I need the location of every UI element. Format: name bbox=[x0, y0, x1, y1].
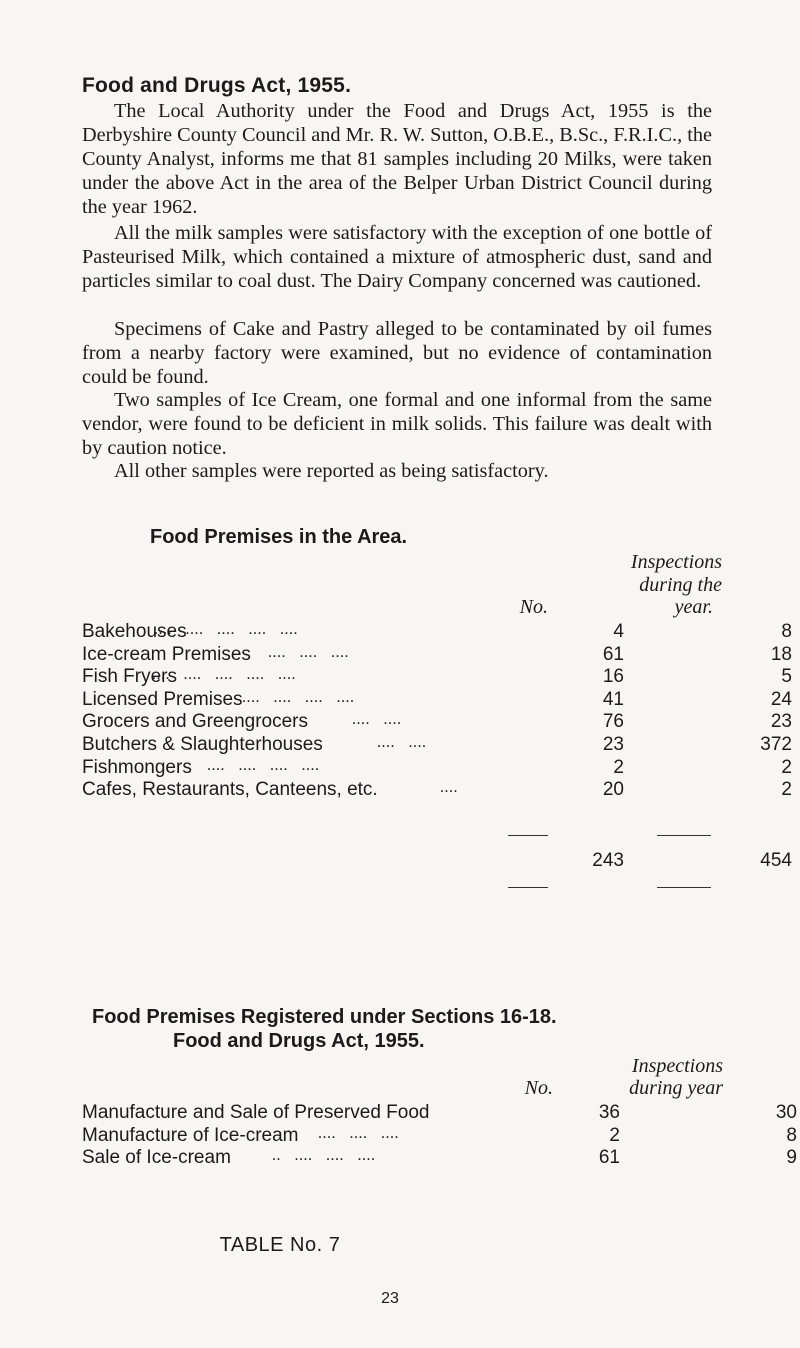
premises-total-inspections: 454 bbox=[760, 850, 792, 871]
row-count: 23 bbox=[602, 734, 624, 755]
paragraph-2: All the milk samples were satisfactory with the exception of one bottle of Pasteurised Milk, which contained a mixture of atmospheric dust, sand and particles similar to coal dust. The Dairy Company concerned was cautioned. bbox=[82, 222, 712, 292]
row-inspections: 9 bbox=[786, 1147, 797, 1169]
registered-no-header: No. bbox=[524, 1077, 553, 1099]
premises-total-rule-no bbox=[508, 887, 548, 888]
premises-no-header: No. bbox=[519, 596, 548, 618]
row-count: 2 bbox=[609, 1124, 620, 1146]
premises-inspections-header-line2: during the bbox=[639, 574, 722, 596]
row-label: Fish Fryers bbox=[82, 666, 177, 688]
row-inspections: 8 bbox=[786, 1124, 797, 1146]
paragraph-1: The Local Authority under the Food and Drugs Act, 1955 is the Derbyshire County Council and Mr. R. W. Sutton, O.B.E., B.Sc., F.R.I.C., the County Analyst, informs me that 81 samples including 20 Milks, were taken under the above Act in the area of the Belper Urban District Council during the year 1962. bbox=[82, 100, 712, 218]
premises-inspections-header-line3: year. bbox=[674, 596, 713, 618]
row-leader-dots: .... bbox=[440, 779, 458, 797]
premises-total-no: 243 bbox=[592, 850, 624, 871]
row-inspections: 2 bbox=[781, 756, 792, 778]
paragraph-3: Specimens of Cake and Pastry alleged to be contaminated by oil fumes from a nearby factory were examined, but no evidence of contamination could be found. bbox=[82, 318, 712, 388]
row-count: 61 bbox=[598, 1147, 620, 1169]
table-row bbox=[82, 621, 792, 643]
row-count: 16 bbox=[602, 666, 624, 688]
table-row bbox=[82, 688, 792, 711]
row-label: Bakehouses bbox=[82, 621, 187, 642]
row-count: 41 bbox=[602, 688, 624, 710]
row-inspections: 372 bbox=[760, 734, 792, 755]
table-row bbox=[82, 643, 792, 666]
row-leader-dots: .... .... bbox=[352, 711, 402, 729]
row-leader-dots: .. .... .... .... bbox=[272, 1147, 376, 1165]
row-leader-dots: .... .... .... .... bbox=[207, 756, 320, 774]
registered-inspections-header-line2: during year bbox=[629, 1077, 723, 1099]
row-leader-dots: .... .... .... bbox=[268, 643, 349, 661]
table-caption: TABLE No. 7 bbox=[219, 1234, 341, 1256]
registered-table-subtitle: Food and Drugs Act, 1955. bbox=[173, 1030, 425, 1052]
premises-inspections-header-line1: Inspections bbox=[630, 551, 722, 573]
table-row bbox=[82, 711, 792, 733]
table-row bbox=[82, 756, 792, 779]
table-row bbox=[82, 779, 792, 801]
row-label: Butchers & Slaughterhouses bbox=[82, 734, 323, 755]
page-number: 23 bbox=[381, 1290, 399, 1307]
row-label: Manufacture of Ice-cream bbox=[82, 1124, 299, 1146]
table-row bbox=[82, 734, 792, 756]
premises-total-rule-insp bbox=[657, 887, 711, 888]
row-inspections: 2 bbox=[781, 779, 792, 801]
row-label: Cafes, Restaurants, Canteens, etc. bbox=[82, 779, 378, 801]
premises-table-title: Food Premises in the Area. bbox=[150, 526, 408, 548]
table-row bbox=[82, 1102, 797, 1124]
row-inspections: 8 bbox=[781, 621, 792, 642]
premises-subtotal-rule-no bbox=[508, 835, 548, 836]
table-row bbox=[82, 666, 792, 688]
row-label: Manufacture and Sale of Preserved Food bbox=[82, 1102, 430, 1123]
row-count: 61 bbox=[602, 643, 624, 665]
row-count: 76 bbox=[602, 711, 624, 733]
row-label: Ice-cream Premises bbox=[82, 643, 251, 665]
row-label: Fishmongers bbox=[82, 756, 192, 778]
row-count: 20 bbox=[602, 779, 624, 801]
row-leader-dots: .... .... .... .... .... bbox=[152, 666, 296, 684]
table-row bbox=[82, 1124, 797, 1147]
premises-total-row bbox=[82, 850, 792, 872]
row-count: 36 bbox=[598, 1102, 620, 1123]
row-leader-dots: .... .... .... .... .... bbox=[154, 621, 298, 638]
row-count: 2 bbox=[613, 756, 624, 778]
paragraph-4: Two samples of Ice Cream, one formal and one informal from the same vendor, were found to be deficient in milk solids. This failure was dealt with by caution notice. bbox=[82, 389, 712, 459]
row-inspections: 24 bbox=[770, 688, 792, 710]
row-label: Sale of Ice-cream bbox=[82, 1147, 231, 1169]
row-leader-dots: .... .... .... .... bbox=[242, 688, 355, 706]
row-leader-dots: .... .... .... bbox=[318, 1124, 399, 1142]
row-count: 4 bbox=[613, 621, 624, 642]
paragraph-5: All other samples were reported as being satisfactory. bbox=[114, 460, 549, 482]
row-inspections: 18 bbox=[770, 643, 792, 665]
row-inspections: 30 bbox=[775, 1102, 797, 1123]
premises-subtotal-rule-insp bbox=[657, 835, 711, 836]
row-label: Licensed Premises bbox=[82, 688, 243, 710]
section-heading: Food and Drugs Act, 1955. bbox=[82, 74, 352, 97]
row-leader-dots: .... .... bbox=[377, 734, 427, 751]
row-inspections: 5 bbox=[781, 666, 792, 688]
table-row bbox=[82, 1147, 797, 1169]
registered-table-title: Food Premises Registered under Sections 16-18. bbox=[92, 1006, 557, 1028]
registered-inspections-header-line1: Inspections bbox=[631, 1055, 723, 1077]
row-inspections: 23 bbox=[770, 711, 792, 733]
row-label: Grocers and Greengrocers bbox=[82, 711, 308, 733]
